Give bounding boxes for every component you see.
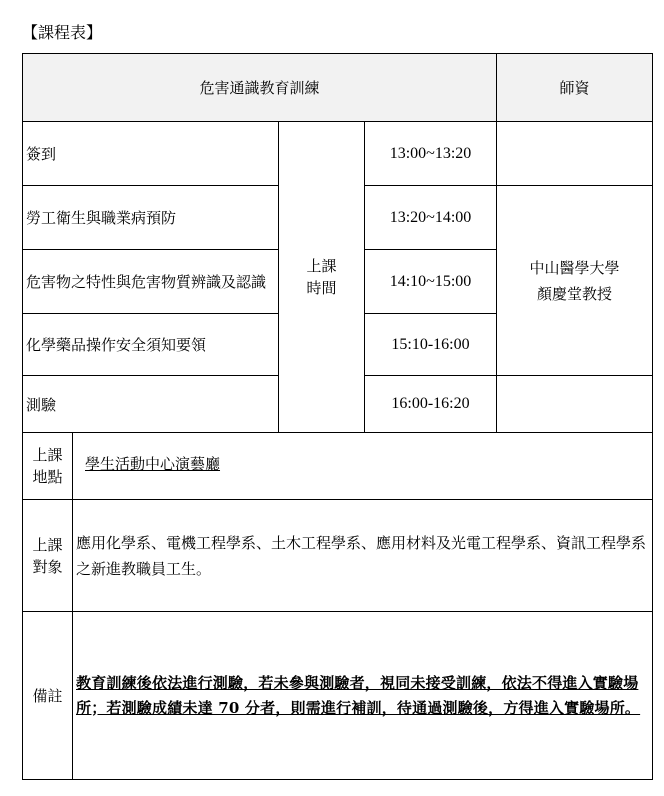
audience-value: 應用化學系、電機工程學系、土木工程學系、應用材料及光電工程學系、資訊工程學系之新進教職員工生。: [76, 533, 647, 578]
location-label: 上課 地點: [22, 432, 73, 500]
topic-cell: 簽到: [22, 121, 279, 186]
audience-label: 上課 對象: [22, 499, 73, 612]
time-cell: 14:10~15:00: [364, 249, 497, 314]
remarks-value: 教育訓練後依法進行測驗，若未參與測驗者，視同未接受訓練，依法不得進入實驗場所；若測驗成績未達 70 分者，則需進行補訓，待通過測驗後，方得進入實驗場所。: [76, 673, 641, 717]
teacher-empty-cell: [496, 121, 653, 186]
teacher-empty-cell: [496, 375, 653, 433]
time-cell: 15:10-16:00: [364, 313, 497, 376]
topic-cell: 勞工衛生與職業病預防: [22, 185, 279, 250]
location-cell: [72, 432, 653, 500]
class-time-label: 上課 時間: [278, 121, 365, 433]
topic-cell: 危害物之特性與危害物質辨識及認識: [22, 249, 279, 314]
time-cell: 13:00~13:20: [364, 121, 497, 186]
teacher-cell: 中山醫學大學 顏慶堂教授: [496, 185, 653, 376]
remarks-label: 備註: [22, 611, 73, 780]
table-header-teacher: 師資: [496, 53, 653, 122]
page-heading: 【課程表】: [22, 23, 103, 42]
remarks-cell: [72, 611, 653, 780]
table-header-title: 危害通識教育訓練: [22, 53, 497, 122]
topic-cell: 測驗: [22, 375, 279, 433]
audience-cell: [72, 499, 653, 612]
time-cell: 16:00-16:20: [364, 375, 497, 433]
time-cell: 13:20~14:00: [364, 185, 497, 250]
topic-cell: 化學藥品操作安全須知要領: [22, 313, 279, 376]
location-value: 學生活動中心演藝廳: [85, 455, 221, 473]
